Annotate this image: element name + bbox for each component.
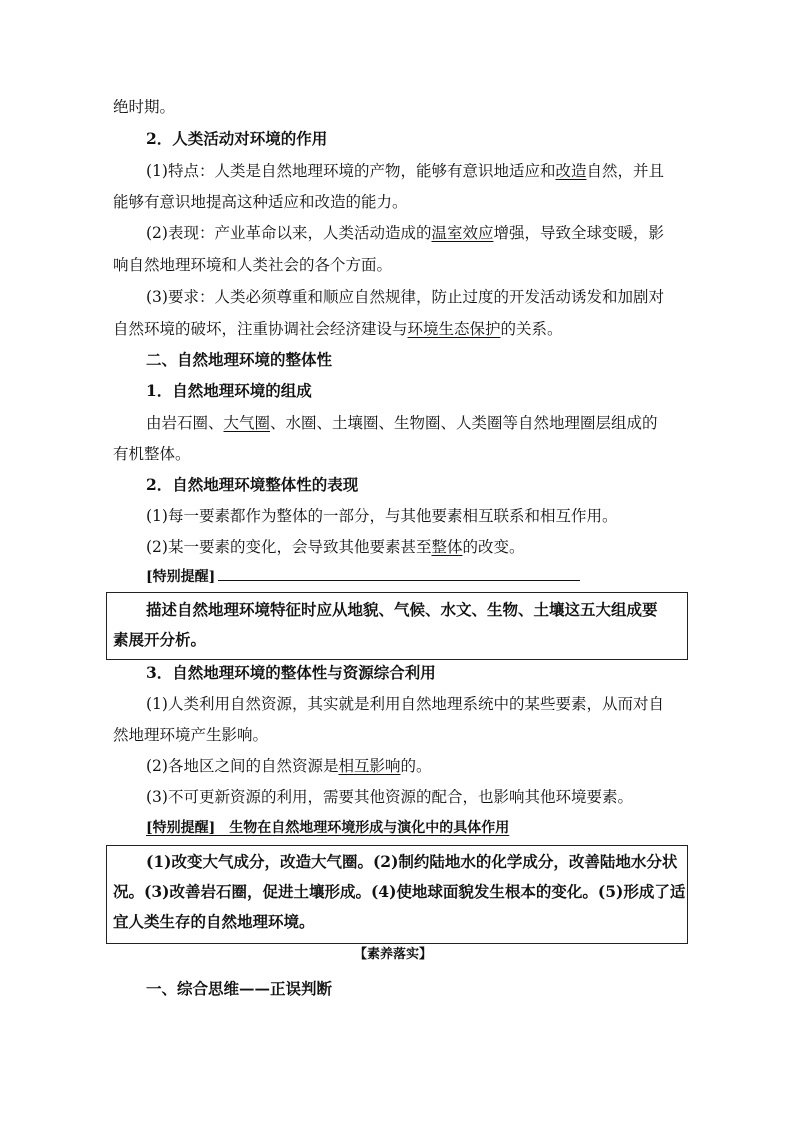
text-run: 的关系。 [500, 320, 563, 338]
text-run: 由岩石圈、 [146, 414, 224, 432]
tip-text: 描述自然地理环境特征时应从地貌、气候、水文、生物、土壤这五大组成要 [146, 600, 658, 619]
text-run: 的。 [400, 757, 432, 775]
tip-text: 况。(3)改善岩石圈，促进土壤形成。(4)使地球面貌发生根本的变化。(5)形成了适 [113, 882, 686, 901]
section-heading: 2．自然地理环境整体性的表现 [146, 475, 359, 494]
text-run: (2)某一要素的变化，会导致其他要素甚至 [146, 538, 432, 556]
tip-label: [特别提醒] [146, 569, 216, 585]
section-heading: 2．人类活动对环境的作用 [146, 129, 328, 148]
text-line [113, 318, 563, 340]
text-line: 然地理环境产生影响。 [113, 726, 269, 744]
underlined-term: 温室效应 [431, 224, 494, 242]
underlined-term: 大气圈 [223, 414, 271, 432]
text-line: (1)人类利用自然资源，其实就是利用自然地理系统中的某些要素，从而对自 [146, 695, 664, 713]
tip-text: 素展开分析。 [113, 630, 207, 649]
text-run: 自然环境的破坏，注重协调社会经济建设与 [113, 320, 408, 338]
underlined-term: 改造 [555, 162, 587, 180]
text-line [146, 160, 664, 182]
section-tag: 【素养落实】 [354, 947, 433, 962]
underlined-term: 环境生态保护 [407, 320, 501, 338]
tip-label: [特别提醒] 生物在自然地理环境形成与演化中的具体作用 [146, 820, 510, 836]
text-line: (3)不可更新资源的利用，需要其他资源的配合，也影响其他环境要素。 [146, 788, 633, 806]
text-run: 自然，并且 [586, 162, 664, 180]
text-line: 能够有意识地提高这种适应和改造的能力。 [113, 193, 408, 211]
section-heading: 1．自然地理环境的组成 [146, 381, 312, 400]
text-line [146, 755, 432, 777]
tip-rule [218, 580, 580, 581]
text-run: 的改变。 [462, 538, 525, 556]
text-line: 响自然地理环境和人类社会的各个方面。 [113, 256, 393, 274]
section-heading: 二、自然地理环境的整体性 [146, 350, 333, 369]
section-heading: 3．自然地理环境的整体性与资源综合利用 [146, 663, 436, 682]
text-line [146, 222, 664, 244]
text-line [146, 536, 525, 558]
text-line: (1)每一要素都作为整体的一部分，与其他要素相互联系和相互作用。 [146, 507, 618, 525]
text-line: 有机整体。 [113, 445, 191, 463]
text-line: (3)要求：人类必须尊重和顺应自然规律，防止过度的开发活动诱发和加剧对 [146, 288, 664, 306]
underlined-term: 整体 [431, 538, 463, 556]
section-heading: 一、综合思维——正误判断 [146, 979, 333, 998]
text-run: (2)表现：产业革命以来，人类活动造成的 [146, 224, 432, 242]
text-line: 绝时期。 [113, 98, 176, 116]
tip-text: 宜人类生存的自然地理环境。 [113, 912, 315, 931]
tip-text: (1)改变大气成分，改造大气圈。(2)制约陆地水的化学成分，改善陆地水分状 [146, 852, 678, 871]
text-run: 、水圈、土壤圈、生物圈、人类圈等自然地理圈层组成的 [270, 414, 658, 432]
text-run: (1)特点：人类是自然地理环境的产物，能够有意识地适应和 [146, 162, 556, 180]
text-run: (2)各地区之间的自然资源是 [146, 757, 339, 775]
text-run: 增强，导致全球变暖，影 [493, 224, 664, 242]
underlined-term: 相互影响 [338, 757, 401, 775]
text-line [146, 412, 658, 434]
